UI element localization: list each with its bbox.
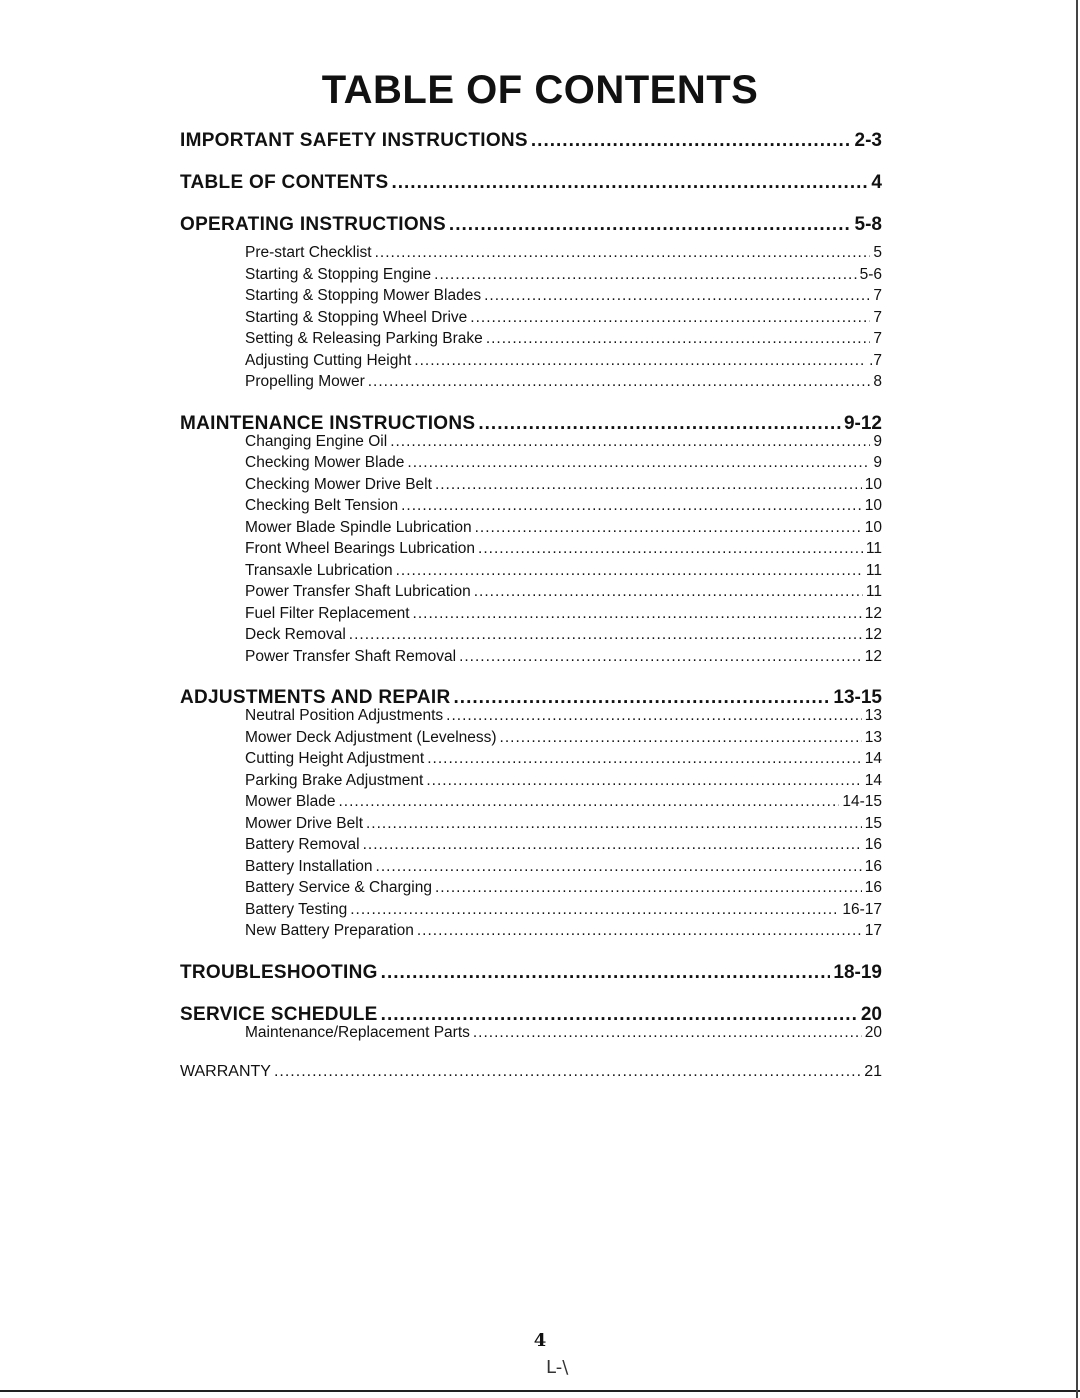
dot-leader xyxy=(274,1063,861,1081)
dot-leader xyxy=(381,962,831,984)
toc-entry-page: 14 xyxy=(864,771,882,789)
toc-sub-entry xyxy=(245,497,882,519)
dot-leader xyxy=(414,352,866,370)
dot-leader xyxy=(454,687,831,709)
toc-entry-page: 16 xyxy=(864,857,882,875)
toc-entry-page: .7 xyxy=(869,351,882,369)
dot-leader xyxy=(531,130,852,152)
toc-entry-label: Deck Removal xyxy=(245,626,346,643)
toc-entry-page: 7 xyxy=(873,308,882,326)
toc-sub-entry xyxy=(245,540,882,562)
toc-entry-label: Cutting Height Adjustment xyxy=(245,750,425,767)
toc-entry-label: Battery Service & Charging xyxy=(245,879,432,896)
dot-leader xyxy=(413,605,862,623)
toc-entry-label: Maintenance/Replacement Parts xyxy=(245,1023,470,1041)
toc-sub-entry xyxy=(245,922,882,944)
toc-sub-entry xyxy=(245,287,882,309)
toc-sub-entry xyxy=(245,454,882,476)
scan-edge-right xyxy=(1076,0,1078,1398)
toc-section-entry xyxy=(180,214,882,236)
toc-entry-page: 12 xyxy=(864,604,882,622)
dot-leader xyxy=(391,172,868,194)
toc-entry-label: Battery Removal xyxy=(245,836,360,853)
toc-entry-label: TABLE OF CONTENTS xyxy=(180,172,389,193)
toc-entry-label: IMPORTANT SAFETY INSTRUCTIONS xyxy=(180,130,528,151)
dot-leader xyxy=(427,750,862,768)
toc-entry-page: 10 xyxy=(864,518,882,536)
toc-entry-label: Battery Testing xyxy=(245,900,348,918)
page-number: 4 xyxy=(533,1330,547,1351)
toc-entry-page: 4 xyxy=(871,172,882,193)
toc-entry-label: Checking Mower Drive Belt xyxy=(245,475,432,493)
toc-entry-label: ADJUSTMENTS AND REPAIR xyxy=(180,687,451,708)
dot-leader xyxy=(390,433,870,451)
table-of-contents xyxy=(180,130,882,1085)
toc-entry-page: 8 xyxy=(873,373,882,390)
toc-entry-page: 13-15 xyxy=(833,687,882,708)
dot-leader xyxy=(375,244,871,262)
toc-sub-entry xyxy=(245,772,882,794)
dot-leader xyxy=(473,1024,862,1042)
toc-sub-entry xyxy=(245,626,882,648)
toc-sub-entry xyxy=(245,729,882,751)
toc-entry-label: Neutral Position Adjustments xyxy=(245,707,444,724)
toc-entry-page: 11 xyxy=(865,540,882,557)
dot-leader xyxy=(478,540,863,558)
toc-sub-entry xyxy=(245,266,882,288)
toc-sub-entry xyxy=(245,815,882,837)
toc-entry-label: Adjusting Cutting Height xyxy=(245,351,412,369)
toc-entry-page: 20 xyxy=(864,1023,882,1041)
dot-leader xyxy=(484,287,870,305)
toc-entry-label: Changing Engine Oil xyxy=(245,432,388,450)
toc-section-entry xyxy=(180,1004,882,1026)
toc-entry-page: 7 xyxy=(873,330,882,347)
toc-section-entry xyxy=(180,1063,882,1085)
toc-entry-page: 5-8 xyxy=(854,214,882,235)
toc-sub-entry xyxy=(245,352,882,374)
toc-sub-entry xyxy=(245,793,882,815)
toc-entry-page: 15 xyxy=(864,814,882,832)
dot-leader xyxy=(401,497,862,515)
toc-entry-page: 2-3 xyxy=(854,130,882,151)
toc-entry-page: 14 xyxy=(864,750,882,767)
toc-entry-page: 17 xyxy=(864,922,882,939)
toc-entry-label: SERVICE SCHEDULE xyxy=(180,1003,378,1025)
toc-entry-page: 16 xyxy=(864,879,882,896)
toc-sub-entry xyxy=(245,1024,882,1046)
dot-leader xyxy=(349,626,862,644)
toc-entry-label: Fuel Filter Replacement xyxy=(245,604,410,622)
toc-entry-page: 10 xyxy=(864,475,882,493)
toc-entry-label: Starting & Stopping Wheel Drive xyxy=(245,308,468,326)
toc-entry-label: TROUBLESHOOTING xyxy=(180,961,378,983)
toc-entry-page: 5 xyxy=(873,244,882,261)
toc-sub-entry xyxy=(245,476,882,498)
toc-entry-page: 16-17 xyxy=(842,900,882,918)
dot-leader xyxy=(486,330,871,348)
toc-sub-entry xyxy=(245,373,882,395)
toc-entry-label: Mower Deck Adjustment (Levelness) xyxy=(245,728,497,746)
dot-leader xyxy=(381,1004,858,1026)
dot-leader xyxy=(500,729,862,747)
handwritten-page-mark: L-\ xyxy=(546,1357,569,1378)
toc-entry-label: Starting & Stopping Mower Blades xyxy=(245,287,482,304)
toc-sub-entry xyxy=(245,605,882,627)
toc-entry-page: 18-19 xyxy=(833,961,882,983)
toc-entry-page: 9-12 xyxy=(843,412,882,434)
toc-entry-page: 9 xyxy=(873,454,882,471)
toc-entry-label: Mower Drive Belt xyxy=(245,814,363,832)
toc-entry-page: 5-6 xyxy=(859,265,882,283)
toc-entry-label: Battery Installation xyxy=(245,857,373,875)
toc-sub-entry xyxy=(245,309,882,331)
toc-sub-entry xyxy=(245,562,882,584)
toc-entry-label: Front Wheel Bearings Lubrication xyxy=(245,540,476,557)
dot-leader xyxy=(434,266,856,284)
toc-section-entry xyxy=(180,413,882,435)
dot-leader xyxy=(376,858,862,876)
toc-sub-entry xyxy=(245,707,882,729)
toc-sub-entry xyxy=(245,330,882,352)
dot-leader xyxy=(426,772,861,790)
toc-entry-label: Power Transfer Shaft Lubrication xyxy=(245,583,471,600)
toc-entry-label: WARRANTY xyxy=(180,1063,271,1080)
toc-sub-entry xyxy=(245,836,882,858)
toc-sub-entry xyxy=(245,583,882,605)
dot-leader xyxy=(475,519,862,537)
toc-entry-label: OPERATING INSTRUCTIONS xyxy=(180,214,446,235)
toc-sub-entry xyxy=(245,858,882,880)
toc-sub-entry xyxy=(245,519,882,541)
dot-leader xyxy=(396,562,863,580)
toc-entry-label: Checking Belt Tension xyxy=(245,497,399,514)
toc-entry-page: 10 xyxy=(864,497,882,514)
dot-leader xyxy=(407,454,870,472)
toc-entry-page: 16 xyxy=(864,836,882,853)
toc-entry-page: 12 xyxy=(864,647,882,665)
dot-leader xyxy=(478,413,841,435)
toc-entry-label: MAINTENANCE INSTRUCTIONS xyxy=(180,412,476,434)
toc-section-entry xyxy=(180,130,882,152)
dot-leader xyxy=(470,309,870,327)
toc-sub-entry xyxy=(245,433,882,455)
dot-leader xyxy=(366,815,862,833)
dot-leader xyxy=(417,922,862,940)
toc-entry-page: 11 xyxy=(865,561,882,579)
toc-sub-entry xyxy=(245,244,882,266)
toc-section-entry xyxy=(180,172,882,194)
toc-entry-page: 12 xyxy=(864,626,882,643)
dot-leader xyxy=(338,793,839,811)
dot-leader xyxy=(435,879,862,897)
dot-leader xyxy=(363,836,862,854)
page-title: TABLE OF CONTENTS xyxy=(321,68,759,112)
dot-leader xyxy=(446,707,862,725)
toc-entry-label: Mower Blade Spindle Lubrication xyxy=(245,518,472,536)
toc-entry-page: 13 xyxy=(864,707,882,724)
dot-leader xyxy=(368,373,871,391)
toc-sub-entry xyxy=(245,648,882,670)
toc-entry-page: 14-15 xyxy=(842,793,882,810)
dot-leader xyxy=(435,476,862,494)
toc-entry-label: Parking Brake Adjustment xyxy=(245,771,424,789)
toc-sub-entry xyxy=(245,901,882,923)
toc-entry-page: 9 xyxy=(873,432,882,450)
toc-entry-page: 21 xyxy=(864,1063,882,1080)
scan-edge-bottom xyxy=(0,1390,1080,1392)
toc-section-entry xyxy=(180,962,882,984)
toc-entry-page: 20 xyxy=(860,1003,882,1025)
toc-entry-label: Setting & Releasing Parking Brake xyxy=(245,330,483,347)
toc-entry-page: 7 xyxy=(873,287,882,304)
toc-entry-label: Power Transfer Shaft Removal xyxy=(245,647,457,665)
toc-sub-entry xyxy=(245,750,882,772)
toc-entry-label: New Battery Preparation xyxy=(245,922,414,939)
dot-leader xyxy=(449,214,852,236)
toc-entry-label: Checking Mower Blade xyxy=(245,454,405,471)
toc-entry-label: Pre-start Checklist xyxy=(245,244,372,261)
toc-entry-page: 11 xyxy=(865,583,882,600)
toc-sub-entry xyxy=(245,879,882,901)
dot-leader xyxy=(350,901,839,919)
toc-entry-label: Mower Blade xyxy=(245,793,336,810)
toc-section-entry xyxy=(180,687,882,709)
toc-entry-label: Propelling Mower xyxy=(245,373,365,390)
toc-entry-page: 13 xyxy=(864,728,882,746)
toc-entry-label: Transaxle Lubrication xyxy=(245,561,393,579)
dot-leader xyxy=(474,583,863,601)
toc-entry-label: Starting & Stopping Engine xyxy=(245,265,432,283)
dot-leader xyxy=(459,648,862,666)
